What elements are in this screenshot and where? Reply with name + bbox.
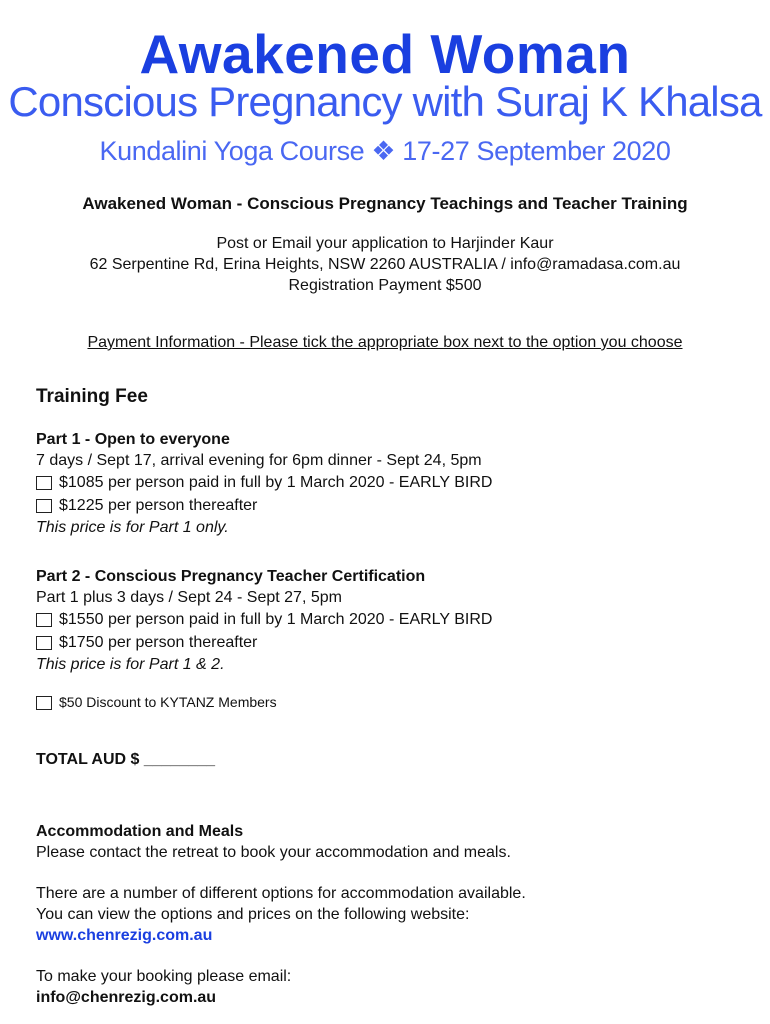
option-label: $1750 per person thereafter xyxy=(59,634,258,651)
part1-option-standard[interactable] xyxy=(36,494,492,517)
course-dates: Kundalini Yoga Course ❖ 17-27 September 2020 xyxy=(99,136,671,166)
payment-info-heading: Payment Information - Please tick the appropriate box next to the option you choose xyxy=(87,334,683,351)
accommodation-line-1: Please contact the retreat to book your accommodation and meals. xyxy=(36,844,511,861)
accommodation-line-4: To make your booking please email: xyxy=(36,968,292,985)
website-link[interactable]: www.chenrezig.com.au xyxy=(36,927,213,944)
discount-option[interactable] xyxy=(36,691,277,714)
part2-option-early-bird[interactable] xyxy=(36,608,492,631)
accommodation-heading: Accommodation and Meals xyxy=(36,823,244,840)
accommodation-line-3: You can view the options and prices on the following website: xyxy=(36,906,470,923)
booking-email[interactable]: info@chenrezig.com.au xyxy=(36,989,217,1006)
checkbox[interactable] xyxy=(36,476,52,490)
part2-option-standard[interactable] xyxy=(36,631,492,654)
part2-description: Part 1 plus 3 days / Sept 24 - Sept 27, 5pm xyxy=(36,589,342,606)
checkbox[interactable] xyxy=(36,696,52,710)
registration-payment: Registration Payment $500 xyxy=(288,277,482,294)
part1-section xyxy=(36,429,492,538)
main-heading: Awakened Woman - Conscious Pregnancy Teachings and Teacher Training xyxy=(82,194,688,213)
part2-note: This price is for Part 1 & 2. xyxy=(36,656,225,673)
contact-line-2: 62 Serpentine Rd, Erina Heights, NSW 2260 AUSTRALIA / info@ramadasa.com.au xyxy=(89,256,681,273)
training-fee-heading: Training Fee xyxy=(36,386,148,407)
discount-label: $50 Discount to KYTANZ Members xyxy=(59,694,277,710)
contact-line-1: Post or Email your application to Harjinder Kaur xyxy=(216,235,554,252)
page-title: Awakened Woman xyxy=(139,23,631,85)
part2-heading: Part 2 - Conscious Pregnancy Teacher Certification xyxy=(36,568,426,585)
total-field: TOTAL AUD $ ________ xyxy=(36,751,216,768)
part1-description: 7 days / Sept 17, arrival evening for 6pm dinner - Sept 24, 5pm xyxy=(36,452,482,469)
page-subtitle: Conscious Pregnancy with Suraj K Khalsa xyxy=(8,78,762,125)
part1-heading: Part 1 - Open to everyone xyxy=(36,431,230,448)
option-label: $1225 per person thereafter xyxy=(59,497,258,514)
checkbox[interactable] xyxy=(36,613,52,627)
accommodation-section xyxy=(36,821,526,1008)
checkbox[interactable] xyxy=(36,636,52,650)
option-label: $1085 per person paid in full by 1 March 2020 - EARLY BIRD xyxy=(59,474,493,491)
part1-option-early-bird[interactable] xyxy=(36,471,492,494)
checkbox[interactable] xyxy=(36,499,52,513)
option-label: $1550 per person paid in full by 1 March 2020 - EARLY BIRD xyxy=(59,611,493,628)
part1-note: This price is for Part 1 only. xyxy=(36,519,229,536)
part2-section xyxy=(36,566,492,675)
accommodation-line-2: There are a number of different options for accommodation available. xyxy=(36,885,526,902)
